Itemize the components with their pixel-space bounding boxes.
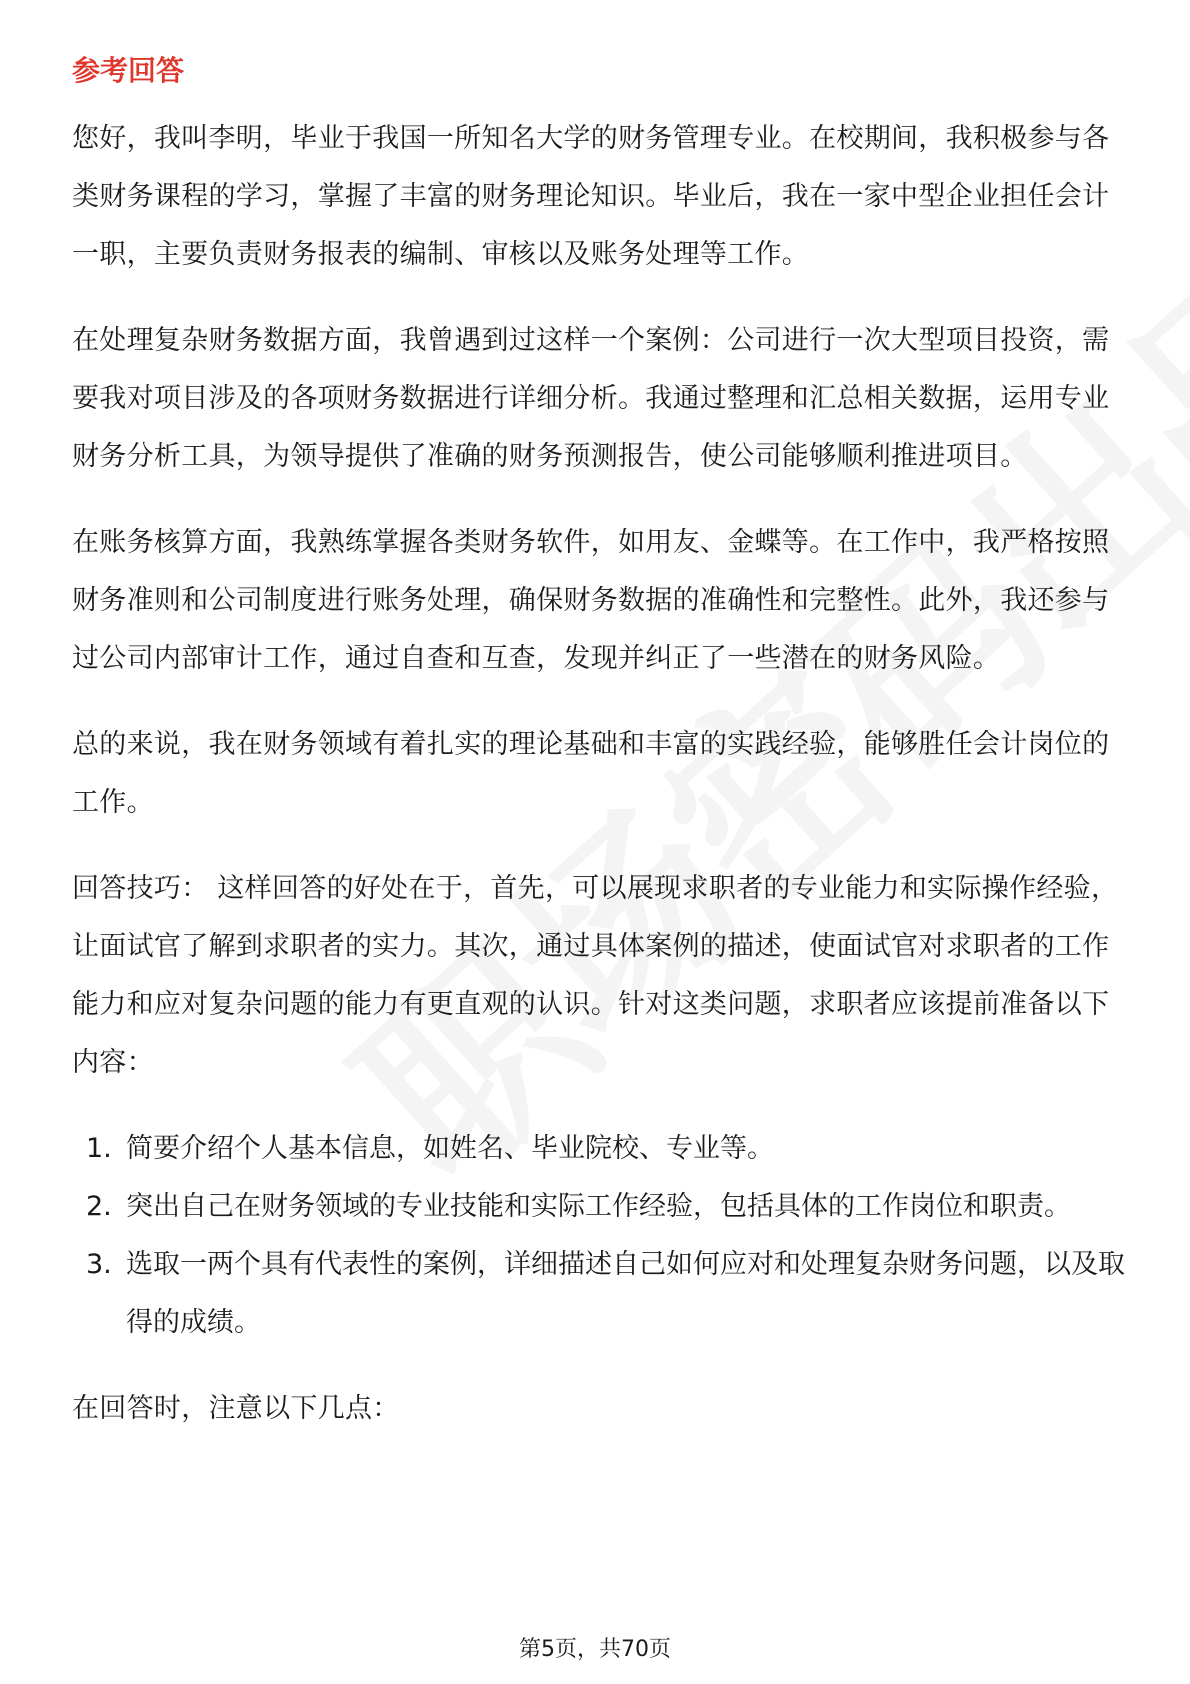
paragraph-intro: 您好，我叫李明，毕业于我国一所知名大学的财务管理专业。在校期间，我积极参与各类财务课程的学习，掌握了丰富的财务理论知识。毕业后，我在一家中型企业担任会计一职，主要负责财务报表的编制、审核以及账务处理等工作。 xyxy=(72,123,1110,270)
section-title: 参考回答 xyxy=(72,54,185,87)
list-item-text: 简要介绍个人基本信息，如姓名、毕业院校、专业等。 xyxy=(126,1133,774,1164)
document-body xyxy=(72,48,1132,1466)
list-item-text: 选取一两个具有代表性的案例，详细描述自己如何应对和处理复杂财务问题，以及取得的成绩。 xyxy=(126,1249,1125,1338)
list-item xyxy=(72,1178,1146,1236)
paragraph-summary: 总的来说，我在财务领域有着扎实的理论基础和丰富的实践经验，能够胜任会计岗位的工作。 xyxy=(72,729,1110,818)
list-item xyxy=(72,1120,1146,1178)
paragraph-closing: 在回答时，注意以下几点： xyxy=(72,1393,400,1424)
list-number: 3. xyxy=(86,1249,112,1280)
page-number: 第5页，共70页 xyxy=(519,1637,671,1662)
paragraph-case: 在处理复杂财务数据方面，我曾遇到过这样一个案例：公司进行一次大型项目投资，需要我对项目涉及的各项财务数据进行详细分析。我通过整理和汇总相关数据，运用专业财务分析工具，为领导提供了准确的财务预测报告，使公司能够顺利推进项目。 xyxy=(72,325,1110,472)
list-item-text: 突出自己在财务领域的专业技能和实际工作经验，包括具体的工作岗位和职责。 xyxy=(126,1191,1071,1222)
list-number: 2. xyxy=(86,1191,112,1222)
paragraph-tips: 回答技巧： 这样回答的好处在于，首先，可以展现求职者的专业能力和实际操作经验，让面试官了解到求职者的实力。其次，通过具体案例的描述，使面试官对求职者的工作能力和应对复杂问题的能力有更直观的认识。针对这类问题，求职者应该提前准备以下内容： xyxy=(72,873,1119,1078)
list-number: 1. xyxy=(86,1133,112,1164)
list-item xyxy=(72,1236,1146,1352)
paragraph-accounting: 在账务核算方面，我熟练掌握各类财务软件，如用友、金蝶等。在工作中，我严格按照财务准则和公司制度进行账务处理，确保财务数据的准确性和完整性。此外，我还参与过公司内部审计工作，通过自查和互查，发现并纠正了一些潜在的财务风险。 xyxy=(72,527,1110,674)
preparation-list xyxy=(72,1120,1132,1352)
